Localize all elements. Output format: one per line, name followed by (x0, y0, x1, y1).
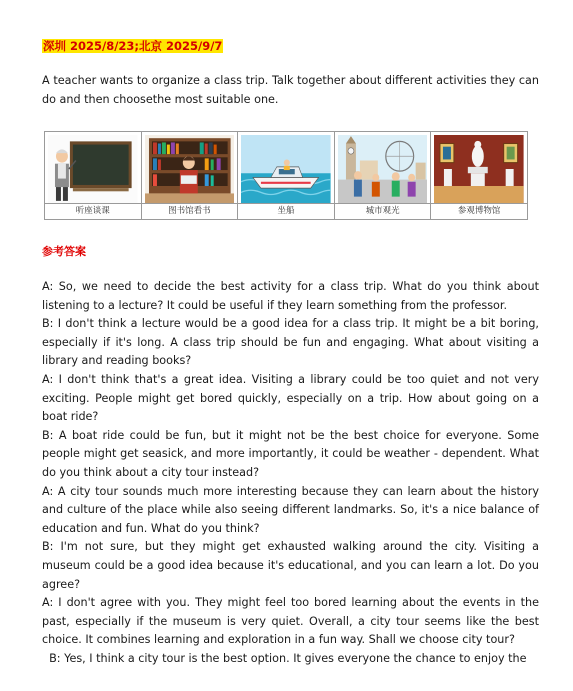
boat-picture (241, 135, 331, 203)
activity-panel-lecture (45, 132, 142, 219)
activity-panel-library (142, 132, 239, 219)
caption-city-tour: 城市观光 (335, 203, 431, 219)
dialogue-text (42, 278, 539, 668)
task-prompt: A teacher wants to organize a class trip. Talk together about different activities they can do and then choosethe most suitable one. (42, 74, 539, 106)
library-picture (145, 135, 235, 203)
answer-heading: 参考答案 (42, 245, 86, 258)
caption-boat: 坐船 (238, 203, 334, 219)
caption-library: 图书馆看书 (142, 203, 238, 219)
dialogue-line: B: I'm not sure, but they might get exhausted walking around the city. Visiting a museum could be a good idea because it's educational, and you can learn a lot. Do you agree? (42, 540, 539, 591)
dialogue-line: A: I don't agree with you. They might feel too bored learning about the events in the past, especially if the museum is very quiet. Overall, a city tour seems like the best choice. It combines learning and exploration in a fun way. Shall we choose city tour? (42, 596, 539, 647)
city-tour-picture (338, 135, 428, 203)
dialogue-line: A: I don't think that's a great idea. Visiting a library could be too quiet and not very exciting. People might get bored quickly, especially on a trip. How about going on a boat ride? (42, 372, 539, 424)
activity-image-strip (44, 131, 528, 220)
caption-museum: 参观博物馆 (431, 203, 527, 219)
dialogue-line: A: So, we need to decide the best activity for a class trip. What do you think about listening to a lecture? It could be useful if they learn something from the professor. (42, 280, 539, 312)
exam-dates-header (42, 38, 223, 54)
dialogue-line: B: A boat ride could be fun, but it might not be the best choice for everyone. Some people might get seasick, and more importantly, it could be weather - dependent. What do you think about a city tour instead? (42, 428, 539, 479)
activity-panel-boat (238, 132, 335, 219)
exam-dates-text: 深圳 2025/8/23;北京 2025/9/7 (43, 39, 223, 53)
dialogue-line: B: I don't think a lecture would be a good idea for a class trip. It might be a bit boring, especially if it's long. A class trip should be fun and engaging. What about visiting a library and reading books? (42, 317, 539, 368)
dialogue-line: B: Yes, I think a city tour is the best option. It gives everyone the chance to enjoy the (42, 651, 527, 665)
museum-picture (434, 135, 524, 203)
activity-panel-museum (431, 132, 527, 219)
lecture-picture (48, 135, 138, 203)
activity-panel-city-tour (335, 132, 432, 219)
caption-lecture: 听座谈课 (45, 203, 141, 219)
dialogue-line: A: A city tour sounds much more interesting because they can learn about the history and culture of the place while also seeing different landmarks. So, it's a nice balance of education and fun. What do you think? (42, 484, 539, 535)
